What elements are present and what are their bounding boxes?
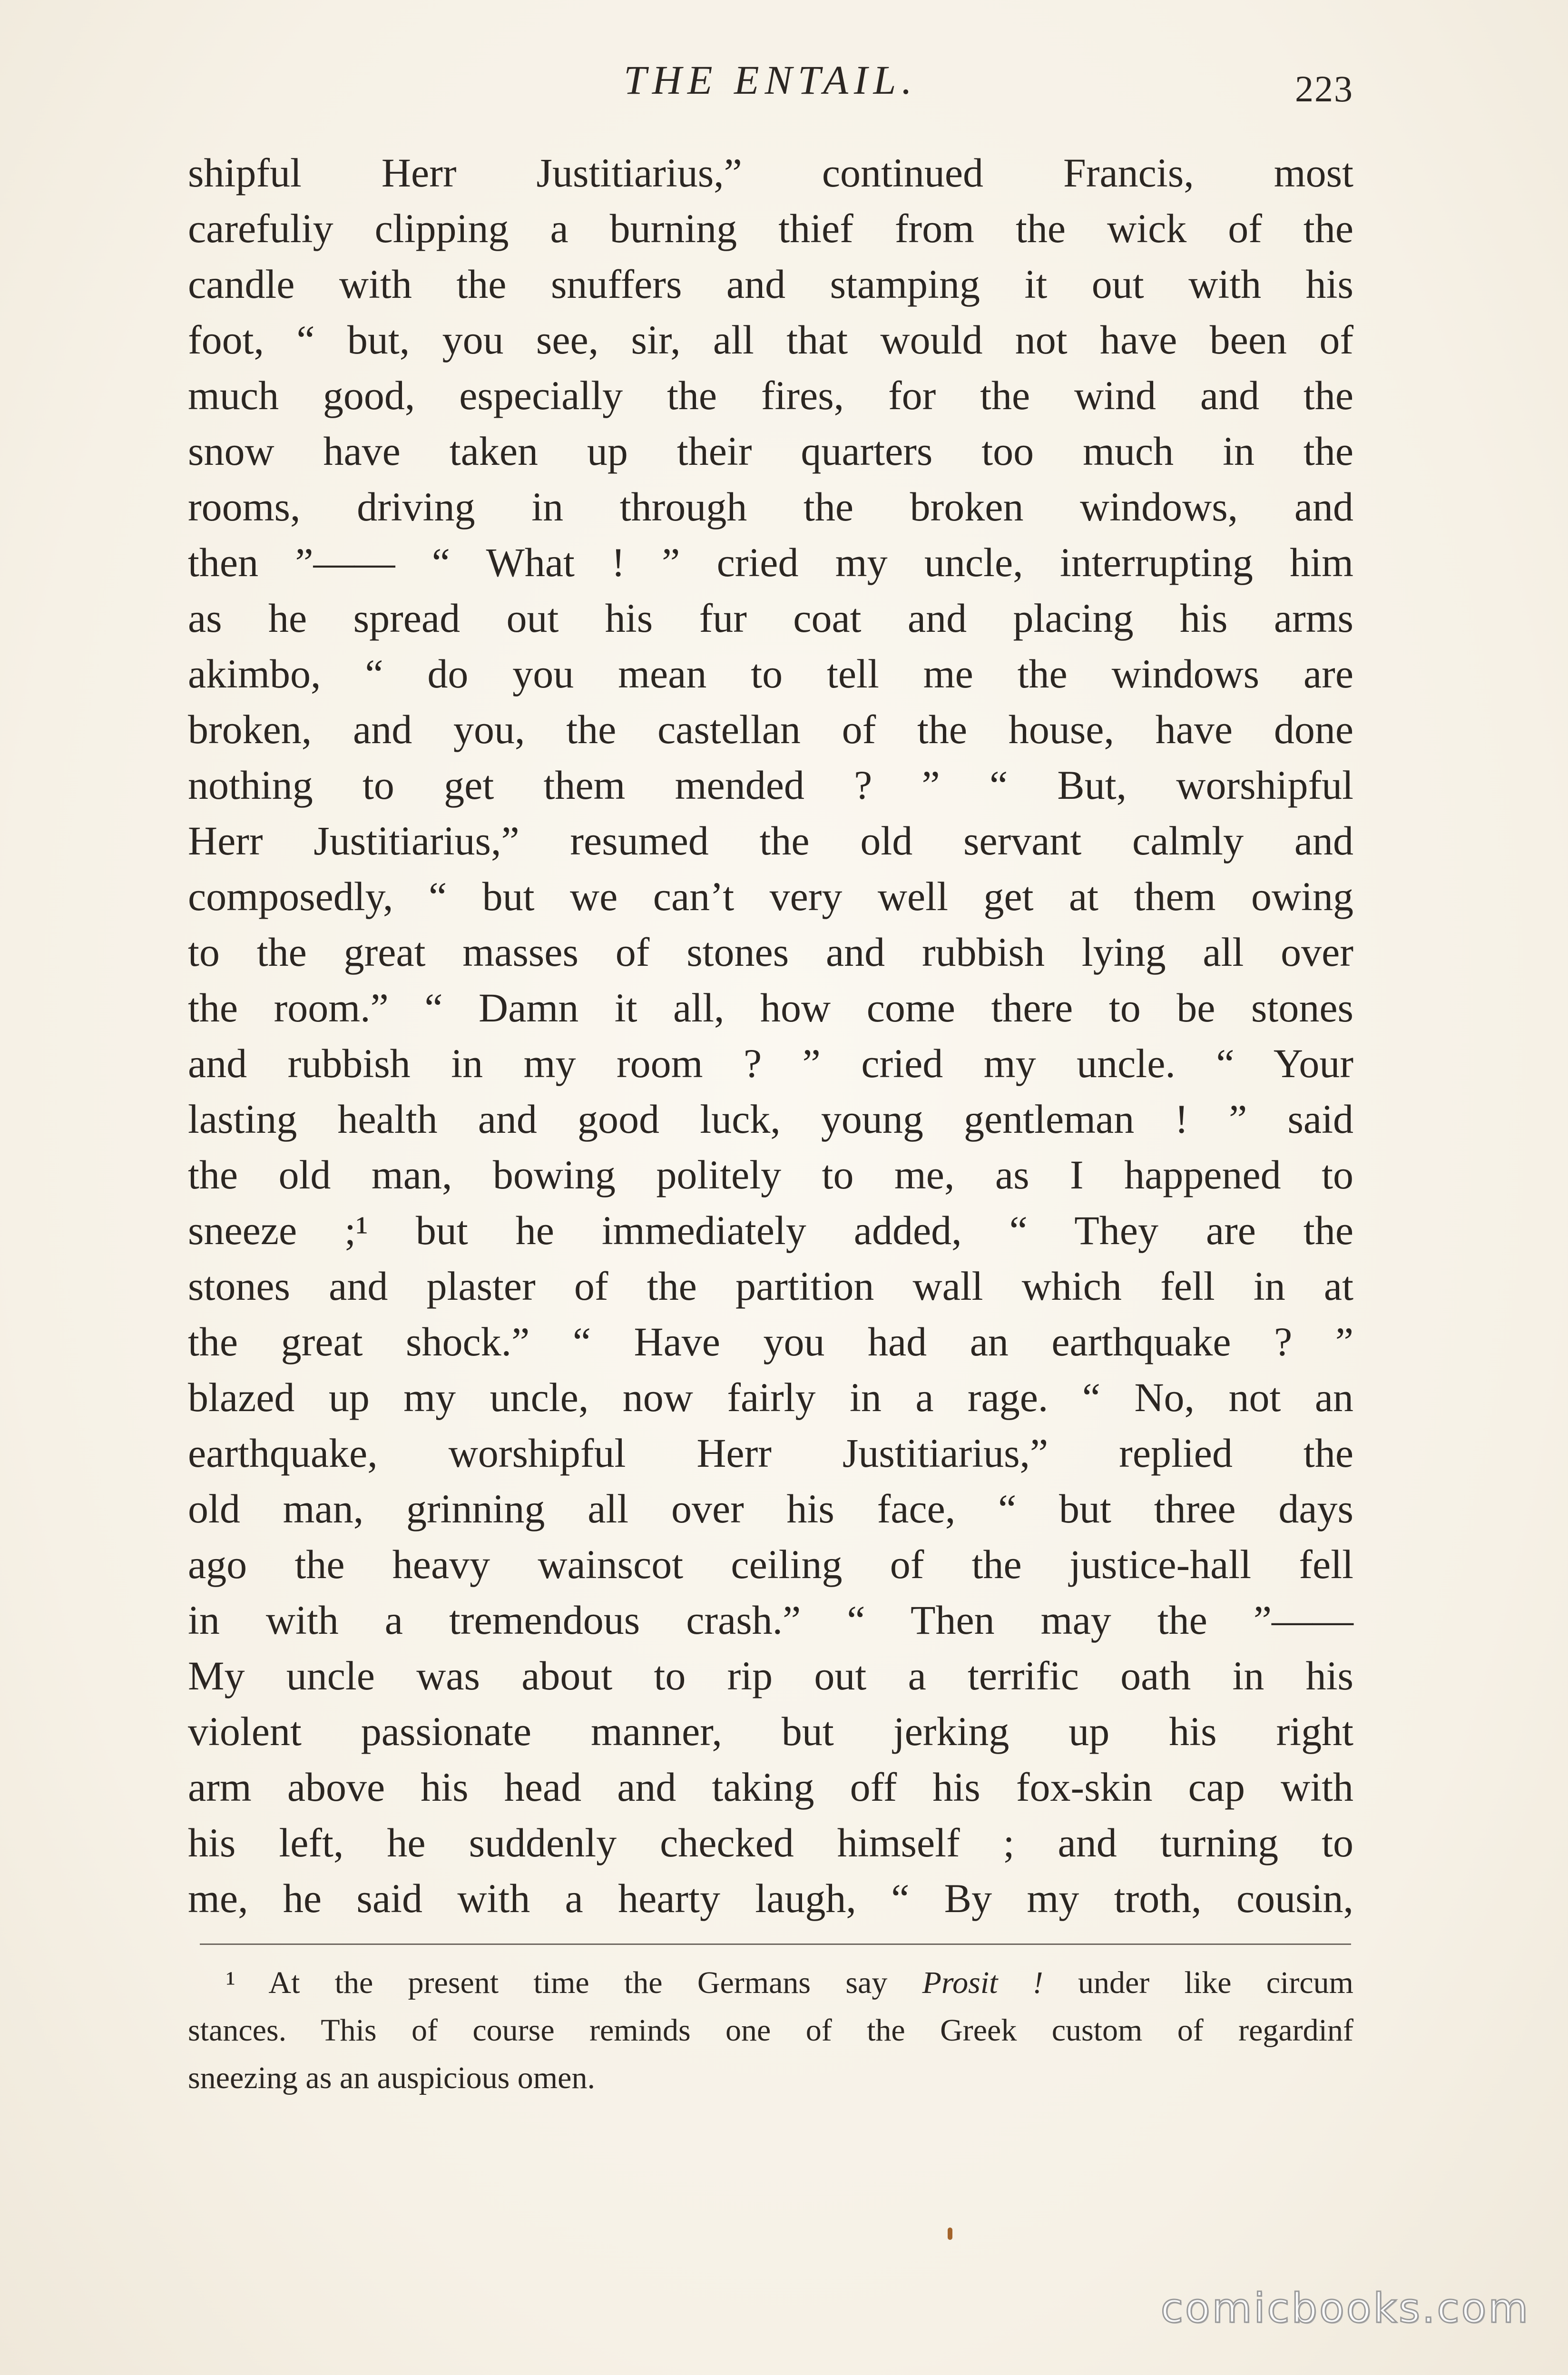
running-head xyxy=(188,56,1353,108)
footnote xyxy=(188,1959,1353,2102)
text-line: old man, grinning all over his face, “ but three days xyxy=(188,1486,1353,1531)
text-line: to the great masses of stones and rubbish lying all over xyxy=(188,929,1353,975)
text-line: his left, he suddenly checked himself ; and turning to xyxy=(188,1820,1353,1865)
text-line: arm above his head and taking off his fox-skin cap with xyxy=(188,1764,1353,1810)
text-line: foot, “ but, you see, sir, all that would not have been of xyxy=(188,317,1353,363)
text-line: much good, especially the fires, for the wind and the xyxy=(188,373,1353,418)
text-line: then ”—— “ What ! ” cried my uncle, interrupting him xyxy=(188,540,1353,585)
text-line: as he spread out his fur coat and placing his arms xyxy=(188,595,1353,641)
text-line: sneeze ;¹ but he immediately added, “ They are the xyxy=(188,1207,1353,1253)
text-line: the old man, bowing politely to me, as I happened to xyxy=(188,1152,1353,1197)
text-line: nothing to get them mended ? ” “ But, worshipful xyxy=(188,762,1353,808)
footnote-line xyxy=(188,1959,1353,2007)
footnote-line: stances. This of course reminds one of the Greek custom of regardinf xyxy=(188,2013,1353,2048)
watermark: comicbooks.com xyxy=(1160,2285,1530,2332)
footnote-line: sneezing as an auspicious omen. xyxy=(188,2061,595,2095)
text-line: My uncle was about to rip out a terrific oath in his xyxy=(188,1653,1353,1698)
text-line: shipful Herr Justitiarius,” continued Francis, most xyxy=(188,150,1353,196)
text-line: Herr Justitiarius,” resumed the old servant calmly and xyxy=(188,818,1353,864)
text-line: carefuliy clipping a burning thief from the wick of the xyxy=(188,206,1353,251)
footnote-text: under like circum xyxy=(1043,1965,1354,2000)
text-line: blazed up my uncle, now fairly in a rage. “ No, not an xyxy=(188,1374,1353,1420)
text-line: snow have taken up their quarters too much in the xyxy=(188,428,1353,474)
page-number: 223 xyxy=(1295,68,1353,109)
text-line: stones and plaster of the partition wall which fell in at xyxy=(188,1263,1353,1309)
text-line: broken, and you, the castellan of the house, have done xyxy=(188,707,1353,752)
footnote-text: ¹ At the present time the Germans say xyxy=(226,1965,922,2000)
running-title: THE ENTAIL. xyxy=(624,57,918,103)
text-line: the great shock.” “ Have you had an earthquake ? ” xyxy=(188,1319,1353,1364)
text-line: in with a tremendous crash.” “ Then may the ”—— xyxy=(188,1597,1353,1643)
text-line: rooms, driving in through the broken windows, and xyxy=(188,484,1353,530)
footnote-divider xyxy=(200,1943,1351,1945)
ink-speck xyxy=(948,2228,952,2240)
text-line: me, he said with a hearty laugh, “ By my troth, cousin, xyxy=(188,1875,1353,1921)
body-text xyxy=(188,145,1353,1926)
text-line: and rubbish in my room ? ” cried my uncle. “ Your xyxy=(188,1040,1353,1086)
text-line: earthquake, worshipful Herr Justitiarius,” replied the xyxy=(188,1430,1353,1476)
text-line: the room.” “ Damn it all, how come there to be stones xyxy=(188,985,1353,1030)
text-line: akimbo, “ do you mean to tell me the windows are xyxy=(188,651,1353,697)
footnote-italic: Prosit ! xyxy=(922,1965,1043,2000)
text-line: composedly, “ but we can’t very well get at them owing xyxy=(188,873,1353,919)
text-line: candle with the snuffers and stamping it out with his xyxy=(188,261,1353,307)
text-line: ago the heavy wainscot ceiling of the justice-hall fell xyxy=(188,1541,1353,1587)
text-line: violent passionate manner, but jerking up his right xyxy=(188,1708,1353,1754)
text-line: lasting health and good luck, young gentleman ! ” said xyxy=(188,1096,1353,1142)
